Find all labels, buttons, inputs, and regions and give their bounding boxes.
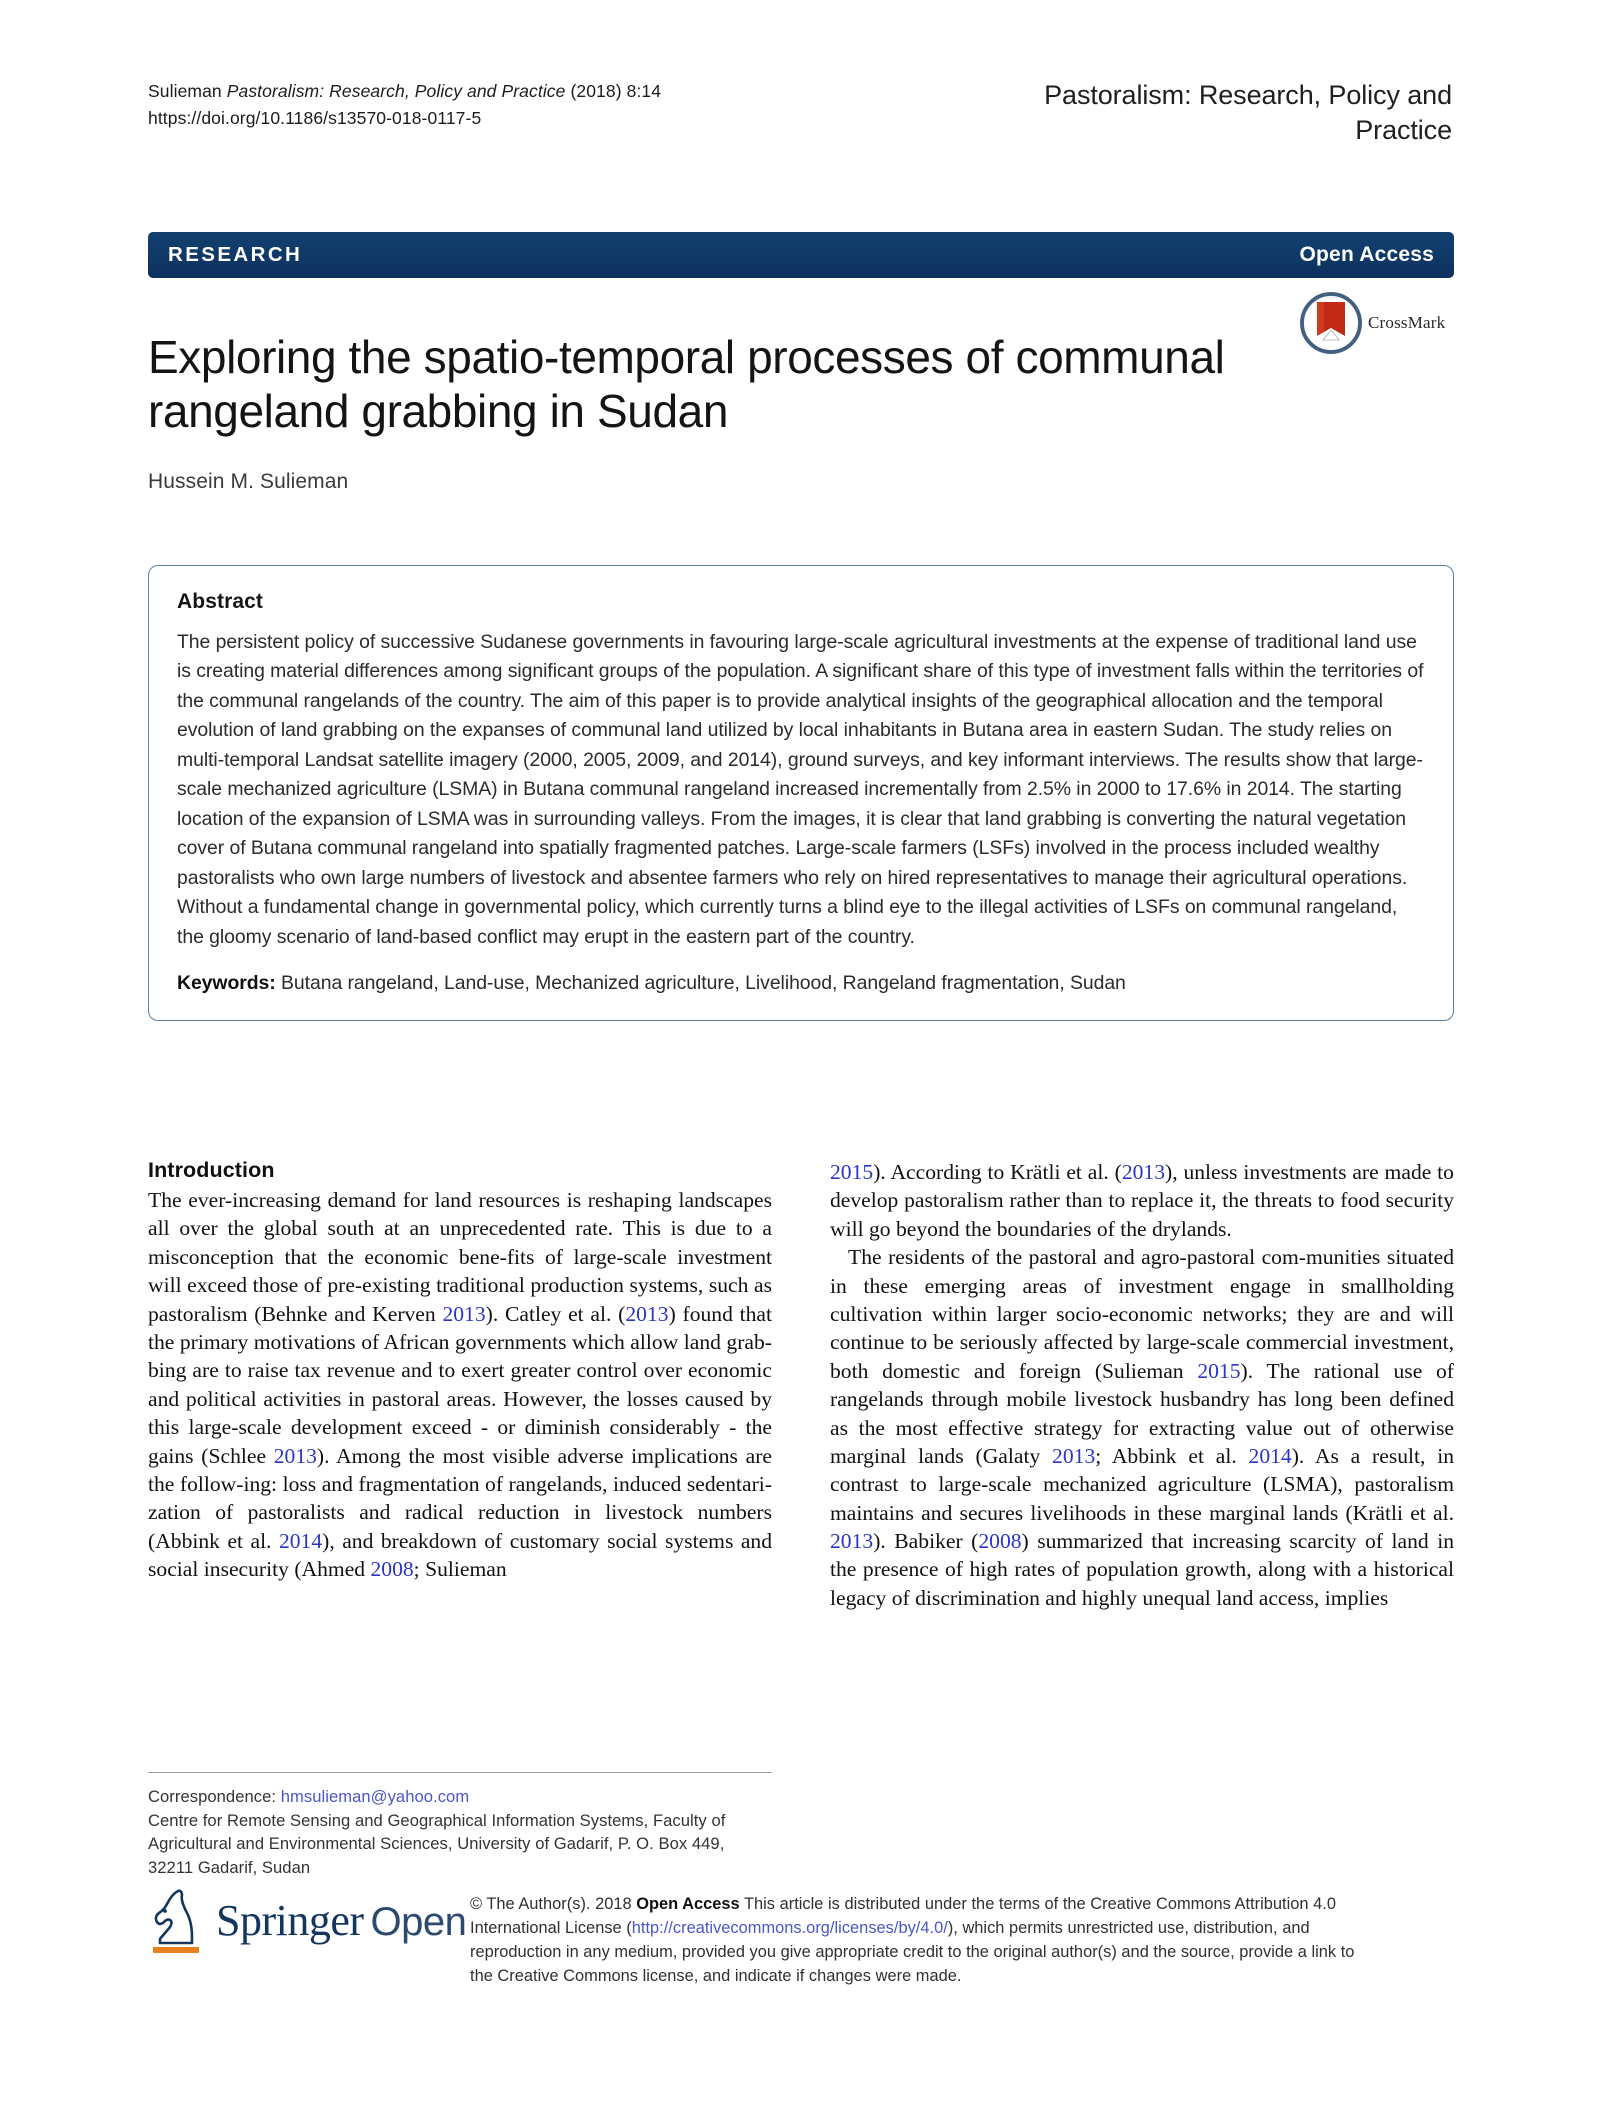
- right-paragraph-1: [830, 1158, 1454, 1243]
- affiliation-text: Centre for Remote Sensing and Geographical Information Systems, Faculty of Agricultural and Environmental Sciences, University of Gadarif, P. O. Box 449, 32211 Gadarif, Sudan: [148, 1810, 726, 1877]
- intro-text-1: The ever-increasing demand for land resources is reshaping landscapes all over the global south at an unprecedented rate. This is due to a misconception that the economic bene-fits of large-scale investment will exceed those of pre-existing traditional production systems, such as pastoralism (Behnke and Kerven: [148, 1188, 772, 1326]
- intro-paragraph: [148, 1186, 772, 1583]
- doi-link[interactable]: https://doi.org/10.1186/s13570-018-0117-5: [148, 108, 482, 129]
- open-wordmark: Open: [370, 1900, 467, 1944]
- abstract-heading: Abstract: [177, 590, 263, 613]
- body-columns: [148, 1158, 1454, 1612]
- keywords-line: [177, 969, 1425, 998]
- article-author: Hussein M. Sulieman: [148, 470, 349, 493]
- citation-link[interactable]: 2013: [830, 1529, 874, 1554]
- abstract-body: The persistent policy of successive Sudanese governments in favouring large-scale agricultural investments at the expense of traditional land use is creating material differences among significant groups of the population. A significant share of this type of investment falls within the territories of the communal rangelands of the country. The aim of this paper is to provide analytical insights of the geographical allocation and the temporal evolution of land grabbing on the expanses of communal land utilized by local inhabitants in Butana area in eastern Sudan. The study relies on multi-temporal Landsat satellite imagery (2000, 2005, 2009, and 2014), ground surveys, and key informant interviews. The results show that large-scale mechanized agriculture (LSMA) in Butana communal rangeland increased incrementally from 2.5% in 2000 to 17.6% in 2014. The starting location of the expansion of LSMA was in surrounding valleys. From the images, it is clear that land grabbing is converting the natural vegetation cover of Butana communal rangeland into spatially fragmented patches. Large-scale farmers (LSFs) involved in the process included wealthy pastoralists who own large numbers of livestock and absentee farmers who rely on hired representatives to manage their agricultural operations. Without a fundamental change in governmental policy, which currently turns a blind eye to the illegal activities of LSFs on communal rangeland, the gloomy scenario of land-based conflict may erupt in the eastern part of the country.: [177, 631, 1424, 948]
- journal-title: Pastoralism: Research, Policy and Practice: [1044, 80, 1452, 145]
- license-text-1: This article is distributed under the terms of the Creative Commons Attribution 4.0 International License (: [470, 1895, 1336, 1937]
- right-text-1: ). According to Krätli et al. (: [873, 1160, 1122, 1184]
- license-copyright: © The Author(s). 2018: [470, 1895, 637, 1913]
- intro-text-4: ). Among the most visible adverse implications are the follow-ing: loss and fragmentation of rangelands, induced sedentari-zation of pastoralists and radical reduction in livestock numbers (Abbink et al.: [148, 1443, 772, 1553]
- keywords-value: Butana rangeland, Land-use, Mechanized agriculture, Livelihood, Rangeland fragmentation, Sudan: [275, 972, 1126, 995]
- citation-link[interactable]: 2013: [625, 1301, 669, 1326]
- citation-author: Sulieman: [148, 81, 227, 101]
- license-block: [470, 1893, 1370, 1989]
- citation-link[interactable]: 2013: [273, 1443, 317, 1468]
- right-text-6: ). As a result, in contrast to large-scale mechanized agriculture (LSMA), pastoralism maintains and secures livelihoods in these marginal lands (Krätli et al.: [830, 1443, 1455, 1525]
- citation-link[interactable]: 2014: [278, 1528, 323, 1553]
- running-head: [148, 78, 1452, 147]
- citation-volume: (2018) 8:14: [565, 81, 662, 101]
- springer-open-logo: [148, 1880, 467, 1962]
- citation-line: [148, 78, 661, 105]
- citation-link[interactable]: 2013: [442, 1301, 486, 1326]
- right-text-2: ), unless investments are made to develop pastoralism rather than to replace it, the threats to food security will go beyond the boundaries of the drylands.: [830, 1160, 1454, 1241]
- license-text-2: ), which permits unrestricted use, distribution, and reproduction in any medium, provided you give appropriate credit to the original author(s) and the source, provide a link to the Creative Commons license, and indicate if changes were made.: [470, 1918, 1355, 1985]
- open-access-label: Open Access: [1299, 243, 1434, 266]
- intro-text-2: ). Catley et al. (: [485, 1301, 626, 1326]
- citation-link[interactable]: 2014: [1248, 1443, 1292, 1468]
- license-url-link[interactable]: http://creativecommons.org/licenses/by/4.0/: [631, 1918, 948, 1937]
- crossmark-icon: [1300, 292, 1362, 354]
- left-column: [148, 1158, 772, 1612]
- correspondence-line: [148, 1785, 772, 1809]
- citation-link[interactable]: 2013: [1052, 1443, 1096, 1468]
- citation-link[interactable]: 2008: [978, 1529, 1022, 1554]
- right-paragraph-2: [830, 1243, 1454, 1612]
- correspondence-block: [148, 1772, 772, 1879]
- correspondence-label: Correspondence:: [148, 1787, 281, 1806]
- page-title: Exploring the spatio-temporal processes of communal rangeland grabbing in Sudan: [148, 330, 1225, 437]
- footnote-divider: [148, 1772, 772, 1773]
- citation-link[interactable]: 2013: [1121, 1160, 1166, 1184]
- intro-text-5: ), and breakdown of customary social systems and social insecurity (Ahmed: [148, 1528, 772, 1582]
- springer-wordmark: Springer: [216, 1896, 364, 1945]
- right-text-4: ). The rational use of rangelands through mobile livestock husbandry has long been defined as the most effective strategy for extracting value out of otherwise marginal lands (Galaty: [830, 1358, 1455, 1468]
- citation-link[interactable]: 2015: [1197, 1358, 1241, 1383]
- correspondence-email[interactable]: hmsulieman@yahoo.com: [280, 1787, 470, 1806]
- research-banner: [148, 232, 1454, 278]
- right-text-3: The residents of the pastoral and agro-pastoral com-munities situated in these emerging areas of investment engage in smallholding cultivation within larger socio-economic networks; they are and will continue to be seriously affected by large-scale commercial investment, both domestic and foreign (Sulieman: [830, 1245, 1454, 1383]
- article-type-label: RESEARCH: [168, 243, 303, 266]
- keywords-label: Keywords:: [177, 972, 276, 995]
- right-column: [830, 1158, 1454, 1612]
- abstract-section: [148, 565, 1454, 1021]
- crossmark-label: CrossMark: [1368, 313, 1446, 332]
- running-head-citation: [148, 78, 661, 132]
- section-heading-introduction: Introduction: [148, 1158, 275, 1182]
- crossmark-logo[interactable]: [1300, 288, 1450, 358]
- right-text-5: ; Abbink et al.: [1095, 1443, 1249, 1468]
- right-text-8: ) summarized that increasing scarcity of land in the presence of high rates of population growth, along with a historical legacy of discrimination and highly unequal land access, implies: [830, 1529, 1454, 1610]
- springer-knight-icon: [148, 1885, 206, 1957]
- citation-journal: Pastoralism: Research, Policy and Practice: [226, 81, 566, 101]
- citation-link[interactable]: 2008: [370, 1557, 414, 1582]
- springer-accent-bar: [153, 1947, 199, 1953]
- intro-text-6: ; Sulieman: [413, 1557, 507, 1582]
- right-text-7: ). Babiker (: [873, 1529, 979, 1554]
- intro-text-3: ) found that the primary motivations of African governments which allow land grab-bing are to raise tax revenue and to exert greater control over economic and political activities in pastoral areas. However, the losses caused by this large-scale development exceed - or diminish considerably - the gains (Schlee: [148, 1301, 773, 1468]
- license-open-access-label: Open Access: [636, 1895, 740, 1913]
- citation-link[interactable]: 2015: [830, 1160, 874, 1184]
